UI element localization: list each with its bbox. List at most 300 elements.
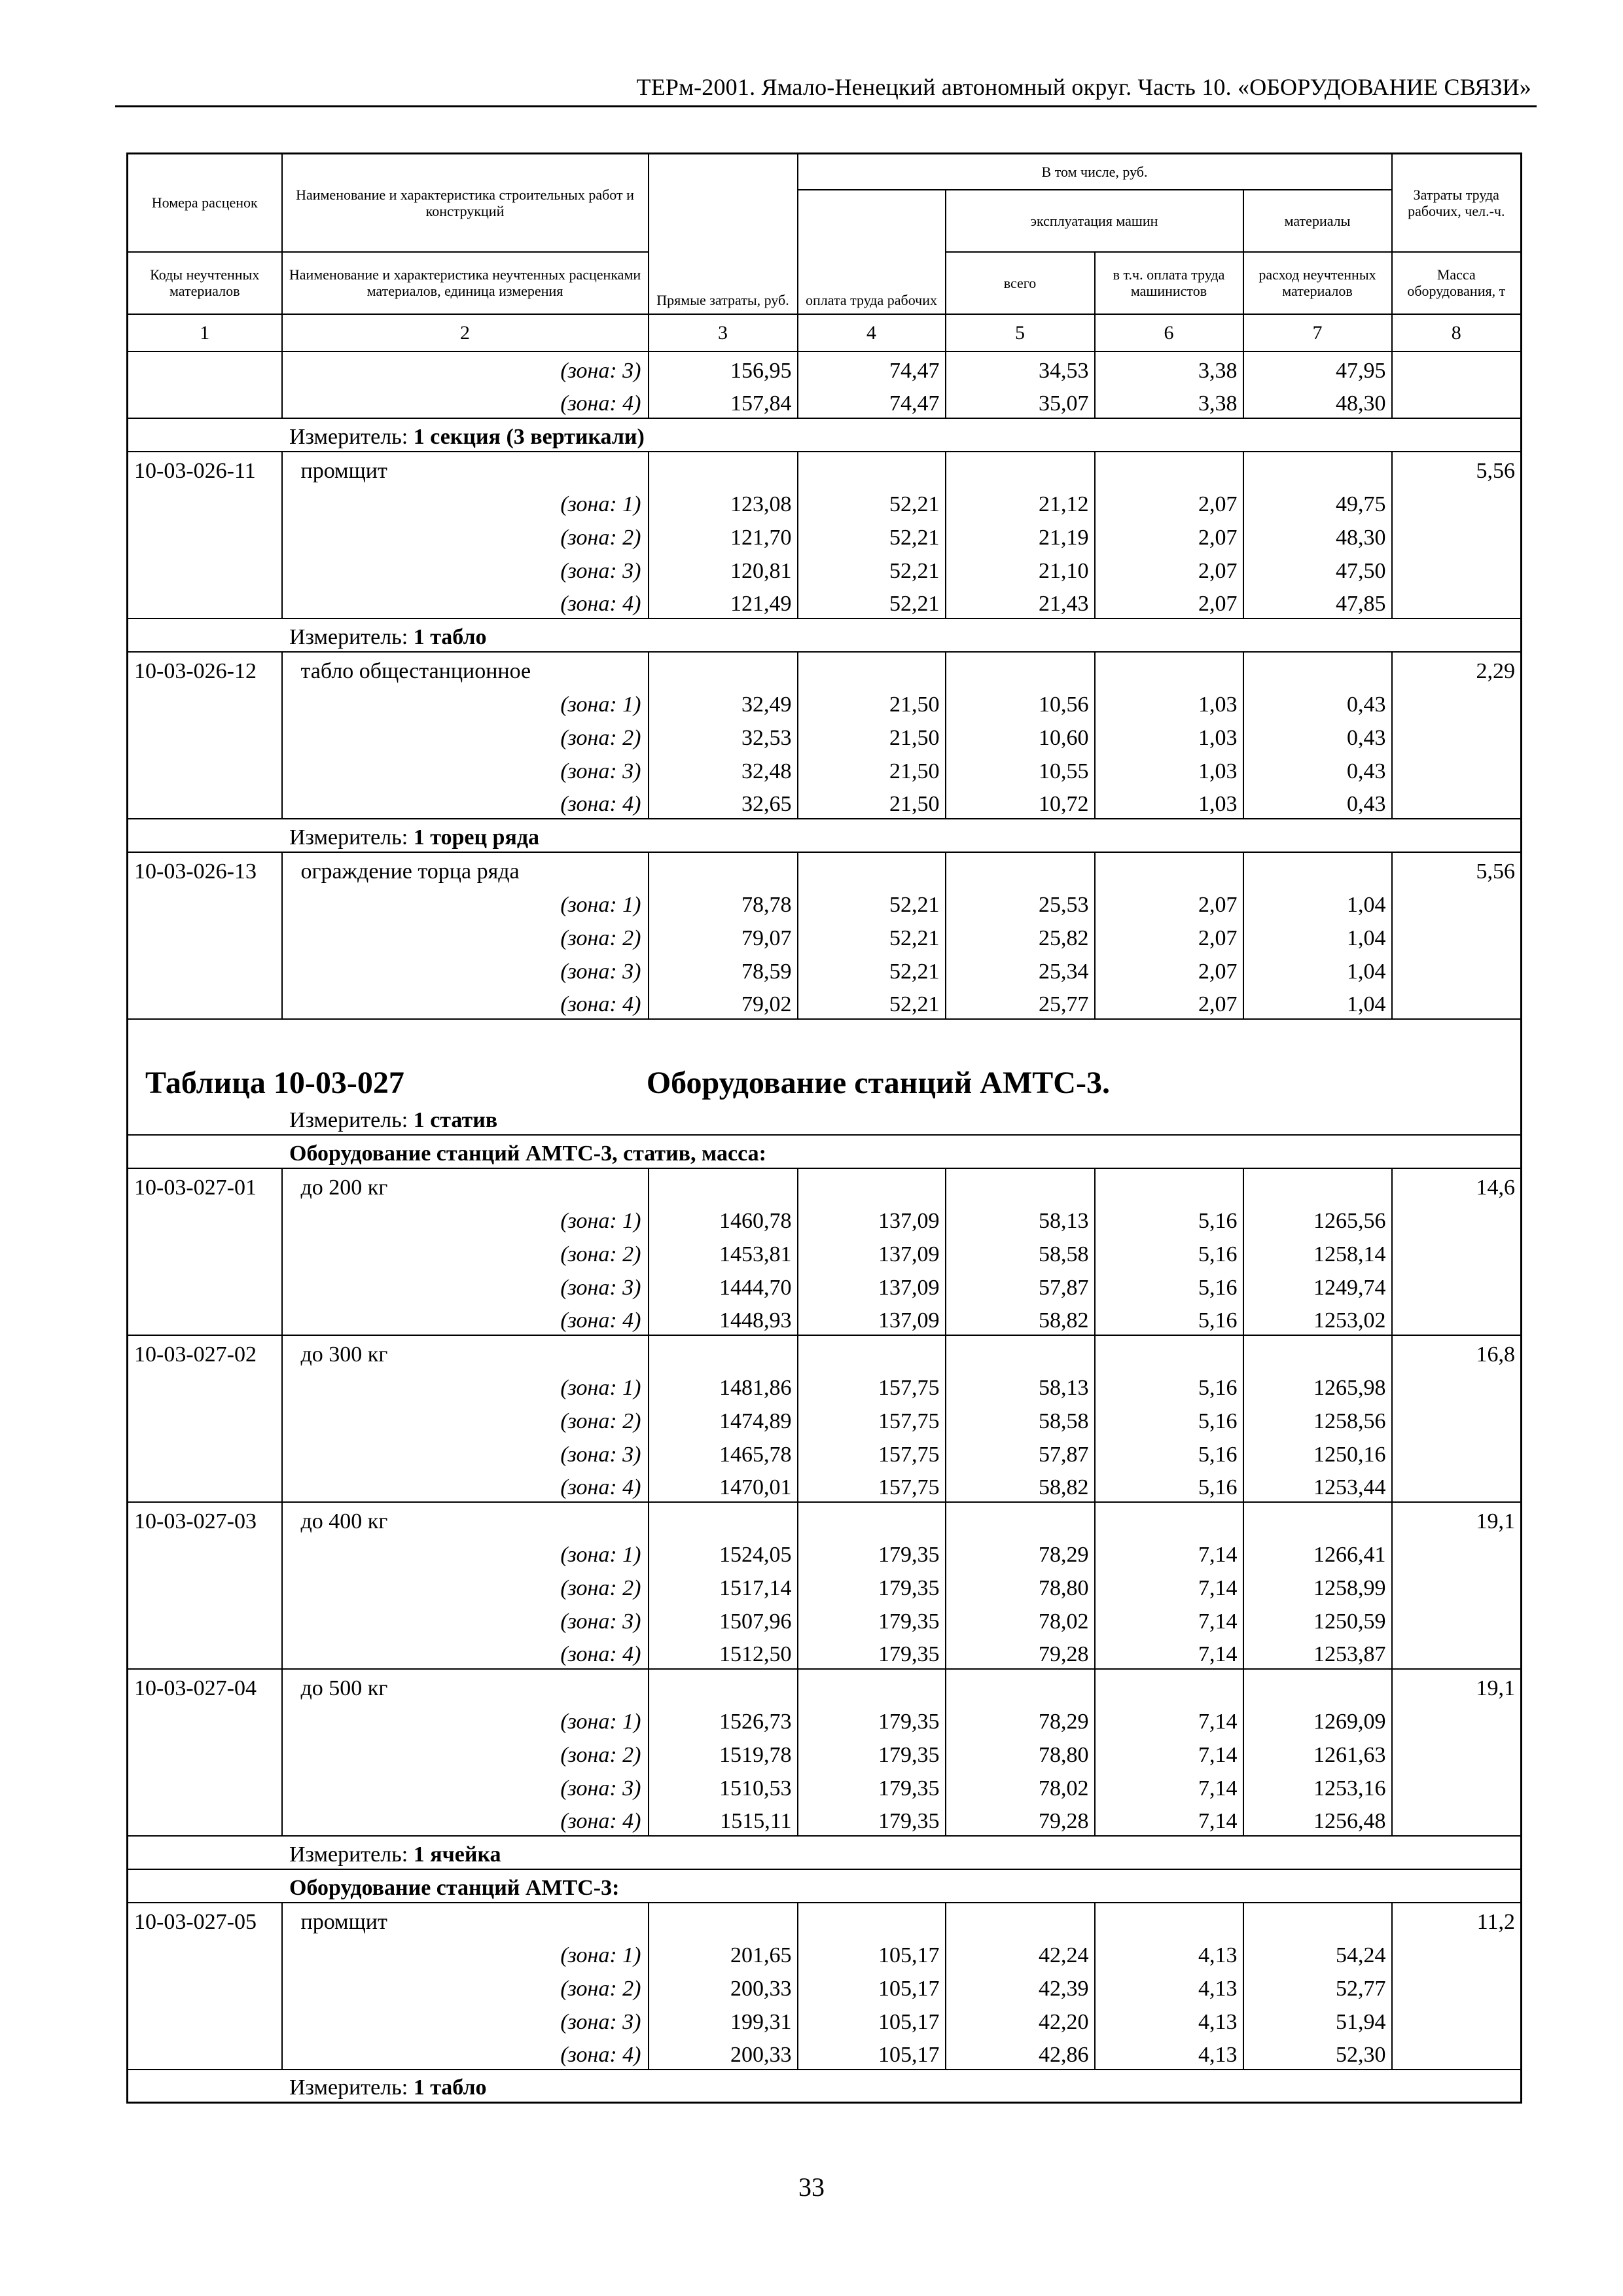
machine-total-value: 10,72	[946, 785, 1095, 819]
work-name: промщит	[282, 1903, 649, 1936]
materials-value: 1,04	[1243, 952, 1392, 986]
table-row	[128, 518, 1522, 552]
table-row	[128, 1502, 1522, 1535]
column-number: 6	[1095, 314, 1243, 351]
rate-code-cell	[128, 1402, 282, 1435]
zone-label: (зона: 3)	[282, 351, 649, 385]
table-row	[128, 1836, 1522, 1869]
rate-code-cell	[128, 1469, 282, 1502]
empty-cell	[1243, 1669, 1392, 1702]
labor-pay-value: 21,50	[798, 785, 946, 819]
labor-costs-value	[1392, 2003, 1522, 2036]
machine-labor-value: 3,38	[1095, 351, 1243, 385]
labor-costs-value: 14,6	[1392, 1168, 1522, 1202]
empty-cell	[946, 1903, 1095, 1936]
col-machine-total: всего	[946, 252, 1095, 314]
direct-costs-value: 1512,50	[649, 1636, 798, 1669]
col-materials: материалы	[1243, 190, 1392, 252]
materials-value: 0,43	[1243, 752, 1392, 785]
empty-cell	[946, 652, 1095, 685]
machine-total-value: 57,87	[946, 1268, 1095, 1302]
labor-pay-value: 179,35	[798, 1602, 946, 1636]
machine-total-value: 21,12	[946, 485, 1095, 518]
materials-value: 1269,09	[1243, 1702, 1392, 1736]
rate-code-cell	[128, 552, 282, 585]
direct-costs-value: 1460,78	[649, 1202, 798, 1235]
labor-costs-value: 2,29	[1392, 652, 1522, 685]
labor-costs-value	[1392, 1636, 1522, 1669]
empty-cell	[1095, 452, 1243, 485]
direct-costs-value: 78,59	[649, 952, 798, 986]
rate-code-cell	[128, 1369, 282, 1402]
machine-total-value: 58,82	[946, 1469, 1095, 1502]
rate-code-cell	[128, 485, 282, 518]
meter-label: Измеритель:	[289, 825, 408, 850]
empty-cell	[1243, 1335, 1392, 1369]
machine-labor-value: 7,14	[1095, 1736, 1243, 1769]
col-labor-pay: оплата труда рабочих	[798, 190, 946, 314]
zone-label: (зона: 1)	[282, 1369, 649, 1402]
col-material-name: Наименование и характеристика неучтенных расценками материалов, единица измерения	[282, 252, 649, 314]
empty-cell	[798, 852, 946, 886]
empty-cell	[649, 1903, 798, 1936]
table-row	[128, 385, 1522, 418]
meter-row	[128, 819, 1522, 852]
labor-pay-value: 52,21	[798, 552, 946, 585]
zone-label: (зона: 4)	[282, 1803, 649, 1836]
empty-cell	[1095, 852, 1243, 886]
labor-costs-value	[1392, 685, 1522, 719]
labor-pay-value: 105,17	[798, 1969, 946, 2003]
empty-cell	[798, 1669, 946, 1702]
labor-pay-value: 105,17	[798, 2003, 946, 2036]
meter-row	[128, 418, 1522, 452]
work-name: до 300 кг	[282, 1335, 649, 1369]
zone-label: (зона: 2)	[282, 1235, 649, 1268]
meter-label: Измеритель:	[289, 624, 408, 649]
labor-pay-value: 52,21	[798, 986, 946, 1019]
column-numbers-row	[128, 314, 1522, 351]
direct-costs-value: 1510,53	[649, 1769, 798, 1803]
labor-costs-value	[1392, 952, 1522, 986]
direct-costs-value: 200,33	[649, 2036, 798, 2070]
table-row	[128, 919, 1522, 952]
empty-cell	[1095, 1669, 1243, 1702]
materials-value: 51,94	[1243, 2003, 1392, 2036]
labor-costs-value	[1392, 485, 1522, 518]
labor-pay-value: 179,35	[798, 1736, 946, 1769]
machine-total-value: 58,13	[946, 1369, 1095, 1402]
machine-total-value: 34,53	[946, 351, 1095, 385]
rate-code: 10-03-027-03	[128, 1502, 282, 1535]
machine-labor-value: 5,16	[1095, 1235, 1243, 1268]
table-row	[128, 952, 1522, 986]
empty-cell	[946, 1502, 1095, 1535]
labor-costs-value	[1392, 1803, 1522, 1836]
table-number: Таблица 10-03-027	[145, 1065, 404, 1100]
table-row	[128, 485, 1522, 518]
labor-pay-value: 52,21	[798, 919, 946, 952]
labor-costs-value: 16,8	[1392, 1335, 1522, 1369]
machine-labor-value: 2,07	[1095, 585, 1243, 619]
machine-total-value: 58,58	[946, 1402, 1095, 1435]
direct-costs-value: 1517,14	[649, 1569, 798, 1602]
rate-code-cell	[128, 1803, 282, 1836]
empty-cell	[1095, 1903, 1243, 1936]
materials-value: 1253,87	[1243, 1636, 1392, 1669]
materials-value: 47,95	[1243, 351, 1392, 385]
machine-labor-value: 1,03	[1095, 752, 1243, 785]
machine-total-value: 25,82	[946, 919, 1095, 952]
materials-value: 1265,56	[1243, 1202, 1392, 1235]
machine-labor-value: 5,16	[1095, 1302, 1243, 1335]
machine-total-value: 42,39	[946, 1969, 1095, 2003]
direct-costs-value: 1453,81	[649, 1235, 798, 1268]
table-row	[128, 1936, 1522, 1969]
machine-total-value: 21,19	[946, 518, 1095, 552]
machine-total-value: 10,55	[946, 752, 1095, 785]
zone-label: (зона: 4)	[282, 1636, 649, 1669]
direct-costs-value: 201,65	[649, 1936, 798, 1969]
col-rate-numbers: Номера расценок	[128, 154, 282, 252]
labor-pay-value: 157,75	[798, 1369, 946, 1402]
table-row	[128, 1235, 1522, 1268]
materials-value: 1250,16	[1243, 1435, 1392, 1469]
zone-label: (зона: 4)	[282, 986, 649, 1019]
labor-costs-value	[1392, 1402, 1522, 1435]
table-row	[128, 1969, 1522, 2003]
rate-code-cell	[128, 952, 282, 986]
meter-label: Измеритель:	[289, 424, 408, 449]
zone-label: (зона: 3)	[282, 552, 649, 585]
table-row	[128, 1569, 1522, 1602]
table-row	[128, 1669, 1522, 1702]
materials-value: 48,30	[1243, 385, 1392, 418]
materials-value: 1258,14	[1243, 1235, 1392, 1268]
empty-cell	[1243, 1168, 1392, 1202]
labor-pay-value: 52,21	[798, 518, 946, 552]
materials-value: 0,43	[1243, 685, 1392, 719]
machine-labor-value: 7,14	[1095, 1569, 1243, 1602]
table-row	[128, 852, 1522, 886]
machine-labor-value: 2,07	[1095, 986, 1243, 1019]
direct-costs-value: 123,08	[649, 485, 798, 518]
zone-label: (зона: 4)	[282, 2036, 649, 2070]
table-row	[128, 1803, 1522, 1836]
labor-pay-value: 21,50	[798, 685, 946, 719]
labor-costs-value	[1392, 1235, 1522, 1268]
rate-code-cell	[128, 1702, 282, 1736]
machine-labor-value: 2,07	[1095, 518, 1243, 552]
rate-code-cell	[128, 1435, 282, 1469]
table-row	[128, 1469, 1522, 1502]
labor-pay-value: 137,09	[798, 1302, 946, 1335]
materials-value: 52,77	[1243, 1969, 1392, 2003]
labor-costs-value	[1392, 1702, 1522, 1736]
table-row	[128, 719, 1522, 752]
table-row	[128, 2003, 1522, 2036]
table-row	[128, 1435, 1522, 1469]
labor-costs-value	[1392, 986, 1522, 1019]
table-row	[128, 1019, 1522, 1102]
direct-costs-value: 1474,89	[649, 1402, 798, 1435]
direct-costs-value: 1519,78	[649, 1736, 798, 1769]
table-row	[128, 986, 1522, 1019]
empty-cell	[1095, 652, 1243, 685]
materials-value: 1261,63	[1243, 1736, 1392, 1769]
machine-total-value: 58,82	[946, 1302, 1095, 1335]
table-title-row	[128, 1019, 1522, 1102]
machine-total-value: 79,28	[946, 1803, 1095, 1836]
direct-costs-value: 1524,05	[649, 1535, 798, 1569]
zone-label: (зона: 1)	[282, 886, 649, 919]
table-row	[128, 1602, 1522, 1636]
direct-costs-value: 121,70	[649, 518, 798, 552]
rate-code-cell	[128, 585, 282, 619]
materials-value: 47,85	[1243, 585, 1392, 619]
machine-labor-value: 2,07	[1095, 552, 1243, 585]
table-row	[128, 1903, 1522, 1936]
machine-labor-value: 7,14	[1095, 1702, 1243, 1736]
rate-code-cell	[128, 1736, 282, 1769]
table-row	[128, 1402, 1522, 1435]
column-number: 2	[282, 314, 649, 351]
empty-cell	[1243, 852, 1392, 886]
materials-value: 1253,44	[1243, 1469, 1392, 1502]
empty-cell	[946, 1168, 1095, 1202]
direct-costs-value: 156,95	[649, 351, 798, 385]
work-name: до 400 кг	[282, 1502, 649, 1535]
table-row	[128, 1102, 1522, 1135]
direct-costs-value: 1526,73	[649, 1702, 798, 1736]
labor-costs-value	[1392, 1369, 1522, 1402]
zone-label: (зона: 4)	[282, 385, 649, 418]
labor-costs-value	[1392, 385, 1522, 418]
rate-code-cell	[128, 1235, 282, 1268]
machine-total-value: 58,13	[946, 1202, 1095, 1235]
rate-code: 10-03-027-05	[128, 1903, 282, 1936]
zone-label: (зона: 2)	[282, 719, 649, 752]
machine-total-value: 21,43	[946, 585, 1095, 619]
table-row	[128, 1702, 1522, 1736]
table-row	[128, 2070, 1522, 2103]
labor-pay-value: 105,17	[798, 2036, 946, 2070]
empty-cell	[649, 852, 798, 886]
zone-label: (зона: 3)	[282, 1435, 649, 1469]
zone-label: (зона: 2)	[282, 1736, 649, 1769]
direct-costs-value: 1444,70	[649, 1268, 798, 1302]
meter-row	[128, 2070, 1522, 2103]
table-title: Оборудование станций АМТС-3.	[646, 1065, 1110, 1100]
price-table	[126, 152, 1522, 2104]
labor-pay-value: 137,09	[798, 1268, 946, 1302]
empty-cell	[798, 1168, 946, 1202]
table-row	[128, 752, 1522, 785]
table-row	[128, 552, 1522, 585]
labor-pay-value: 52,21	[798, 585, 946, 619]
meter-value: 1 табло	[413, 2075, 487, 2100]
machine-labor-value: 5,16	[1095, 1402, 1243, 1435]
rate-code: 10-03-026-13	[128, 852, 282, 886]
header-rule	[115, 105, 1537, 107]
labor-pay-value: 179,35	[798, 1535, 946, 1569]
labor-costs-value	[1392, 1736, 1522, 1769]
labor-pay-value: 179,35	[798, 1769, 946, 1803]
table-row	[128, 2036, 1522, 2070]
labor-costs-value	[1392, 351, 1522, 385]
materials-value: 1258,56	[1243, 1402, 1392, 1435]
empty-cell	[649, 652, 798, 685]
machine-total-value: 78,29	[946, 1702, 1095, 1736]
col-labor-costs: Затраты труда рабочих, чел.-ч.	[1392, 154, 1522, 252]
zone-label: (зона: 1)	[282, 485, 649, 518]
labor-pay-value: 137,09	[798, 1202, 946, 1235]
zone-label: (зона: 4)	[282, 785, 649, 819]
zone-label: (зона: 3)	[282, 2003, 649, 2036]
rate-code-cell	[128, 351, 282, 385]
direct-costs-value: 199,31	[649, 2003, 798, 2036]
labor-costs-value	[1392, 518, 1522, 552]
machine-labor-value: 4,13	[1095, 2036, 1243, 2070]
direct-costs-value: 120,81	[649, 552, 798, 585]
labor-pay-value: 179,35	[798, 1803, 946, 1836]
direct-costs-value: 32,49	[649, 685, 798, 719]
empty-cell	[1243, 1502, 1392, 1535]
machine-labor-value: 2,07	[1095, 485, 1243, 518]
column-number: 1	[128, 314, 282, 351]
empty-cell	[798, 652, 946, 685]
table-row	[128, 1202, 1522, 1235]
empty-cell	[946, 452, 1095, 485]
empty-cell	[798, 1903, 946, 1936]
empty-cell	[649, 452, 798, 485]
machine-total-value: 42,86	[946, 2036, 1095, 2070]
zone-label: (зона: 4)	[282, 1469, 649, 1502]
zone-label: (зона: 3)	[282, 1268, 649, 1302]
materials-value: 1253,02	[1243, 1302, 1392, 1335]
empty-cell	[649, 1168, 798, 1202]
column-number: 3	[649, 314, 798, 351]
table-header	[128, 154, 1522, 351]
machine-labor-value: 1,03	[1095, 685, 1243, 719]
rate-code-cell	[128, 1569, 282, 1602]
machine-labor-value: 7,14	[1095, 1602, 1243, 1636]
col-work-name: Наименование и характеристика строительных работ и конструкций	[282, 154, 649, 252]
zone-label: (зона: 3)	[282, 952, 649, 986]
labor-costs-value: 19,1	[1392, 1502, 1522, 1535]
work-name: промщит	[282, 452, 649, 485]
machine-labor-value: 2,07	[1095, 952, 1243, 986]
materials-value: 1249,74	[1243, 1268, 1392, 1302]
labor-costs-value	[1392, 1936, 1522, 1969]
materials-value: 1,04	[1243, 886, 1392, 919]
machine-total-value: 25,53	[946, 886, 1095, 919]
empty-cell	[946, 1335, 1095, 1369]
column-number: 4	[798, 314, 946, 351]
machine-labor-value: 2,07	[1095, 919, 1243, 952]
direct-costs-value: 157,84	[649, 385, 798, 418]
materials-value: 1,04	[1243, 986, 1392, 1019]
rate-code-cell	[128, 719, 282, 752]
rate-code-cell	[128, 752, 282, 785]
labor-costs-value	[1392, 752, 1522, 785]
col-direct-costs: Прямые затраты, руб.	[649, 154, 798, 314]
materials-value: 54,24	[1243, 1936, 1392, 1969]
rate-code-cell	[128, 2003, 282, 2036]
empty-cell	[798, 452, 946, 485]
labor-costs-value: 5,56	[1392, 452, 1522, 485]
direct-costs-value: 79,07	[649, 919, 798, 952]
meter-row	[128, 1102, 1522, 1135]
rate-code-cell	[128, 385, 282, 418]
rate-code-cell	[128, 1302, 282, 1335]
labor-costs-value	[1392, 886, 1522, 919]
labor-pay-value: 179,35	[798, 1569, 946, 1602]
labor-costs-value	[1392, 719, 1522, 752]
labor-pay-value: 157,75	[798, 1402, 946, 1435]
table-row	[128, 1335, 1522, 1369]
machine-labor-value: 7,14	[1095, 1636, 1243, 1669]
labor-costs-value	[1392, 1268, 1522, 1302]
rate-code-cell	[128, 685, 282, 719]
table-row	[128, 619, 1522, 652]
rate-code-cell	[128, 1535, 282, 1569]
empty-cell	[946, 852, 1095, 886]
zone-label: (зона: 3)	[282, 1769, 649, 1803]
machine-total-value: 78,29	[946, 1535, 1095, 1569]
machine-labor-value: 3,38	[1095, 385, 1243, 418]
materials-value: 49,75	[1243, 485, 1392, 518]
rate-code-cell	[128, 919, 282, 952]
table-row	[128, 1135, 1522, 1168]
zone-label: (зона: 1)	[282, 1202, 649, 1235]
machine-labor-value: 4,13	[1095, 2003, 1243, 2036]
machine-labor-value: 5,16	[1095, 1268, 1243, 1302]
machine-total-value: 35,07	[946, 385, 1095, 418]
machine-labor-value: 7,14	[1095, 1769, 1243, 1803]
materials-value: 1,04	[1243, 919, 1392, 952]
rate-code-cell	[128, 886, 282, 919]
labor-pay-value: 21,50	[798, 719, 946, 752]
table-row	[128, 1869, 1522, 1903]
zone-label: (зона: 2)	[282, 919, 649, 952]
rate-code-cell	[128, 518, 282, 552]
machine-total-value: 78,80	[946, 1736, 1095, 1769]
meter-row	[128, 619, 1522, 652]
direct-costs-value: 200,33	[649, 1969, 798, 2003]
materials-value: 1256,48	[1243, 1803, 1392, 1836]
table-row	[128, 585, 1522, 619]
direct-costs-value: 32,53	[649, 719, 798, 752]
column-number: 8	[1392, 314, 1522, 351]
labor-costs-value	[1392, 1202, 1522, 1235]
machine-labor-value: 5,16	[1095, 1202, 1243, 1235]
table-row	[128, 1636, 1522, 1669]
table-row	[128, 685, 1522, 719]
labor-costs-value	[1392, 1302, 1522, 1335]
labor-costs-value	[1392, 1535, 1522, 1569]
zone-label: (зона: 3)	[282, 1602, 649, 1636]
zone-label: (зона: 2)	[282, 1969, 649, 2003]
rate-code: 10-03-026-12	[128, 652, 282, 685]
zone-label: (зона: 2)	[282, 1402, 649, 1435]
empty-cell	[649, 1335, 798, 1369]
machine-total-value: 57,87	[946, 1435, 1095, 1469]
machine-total-value: 10,60	[946, 719, 1095, 752]
labor-pay-value: 52,21	[798, 886, 946, 919]
meter-value: 1 ячейка	[413, 1842, 501, 1867]
labor-costs-value	[1392, 785, 1522, 819]
